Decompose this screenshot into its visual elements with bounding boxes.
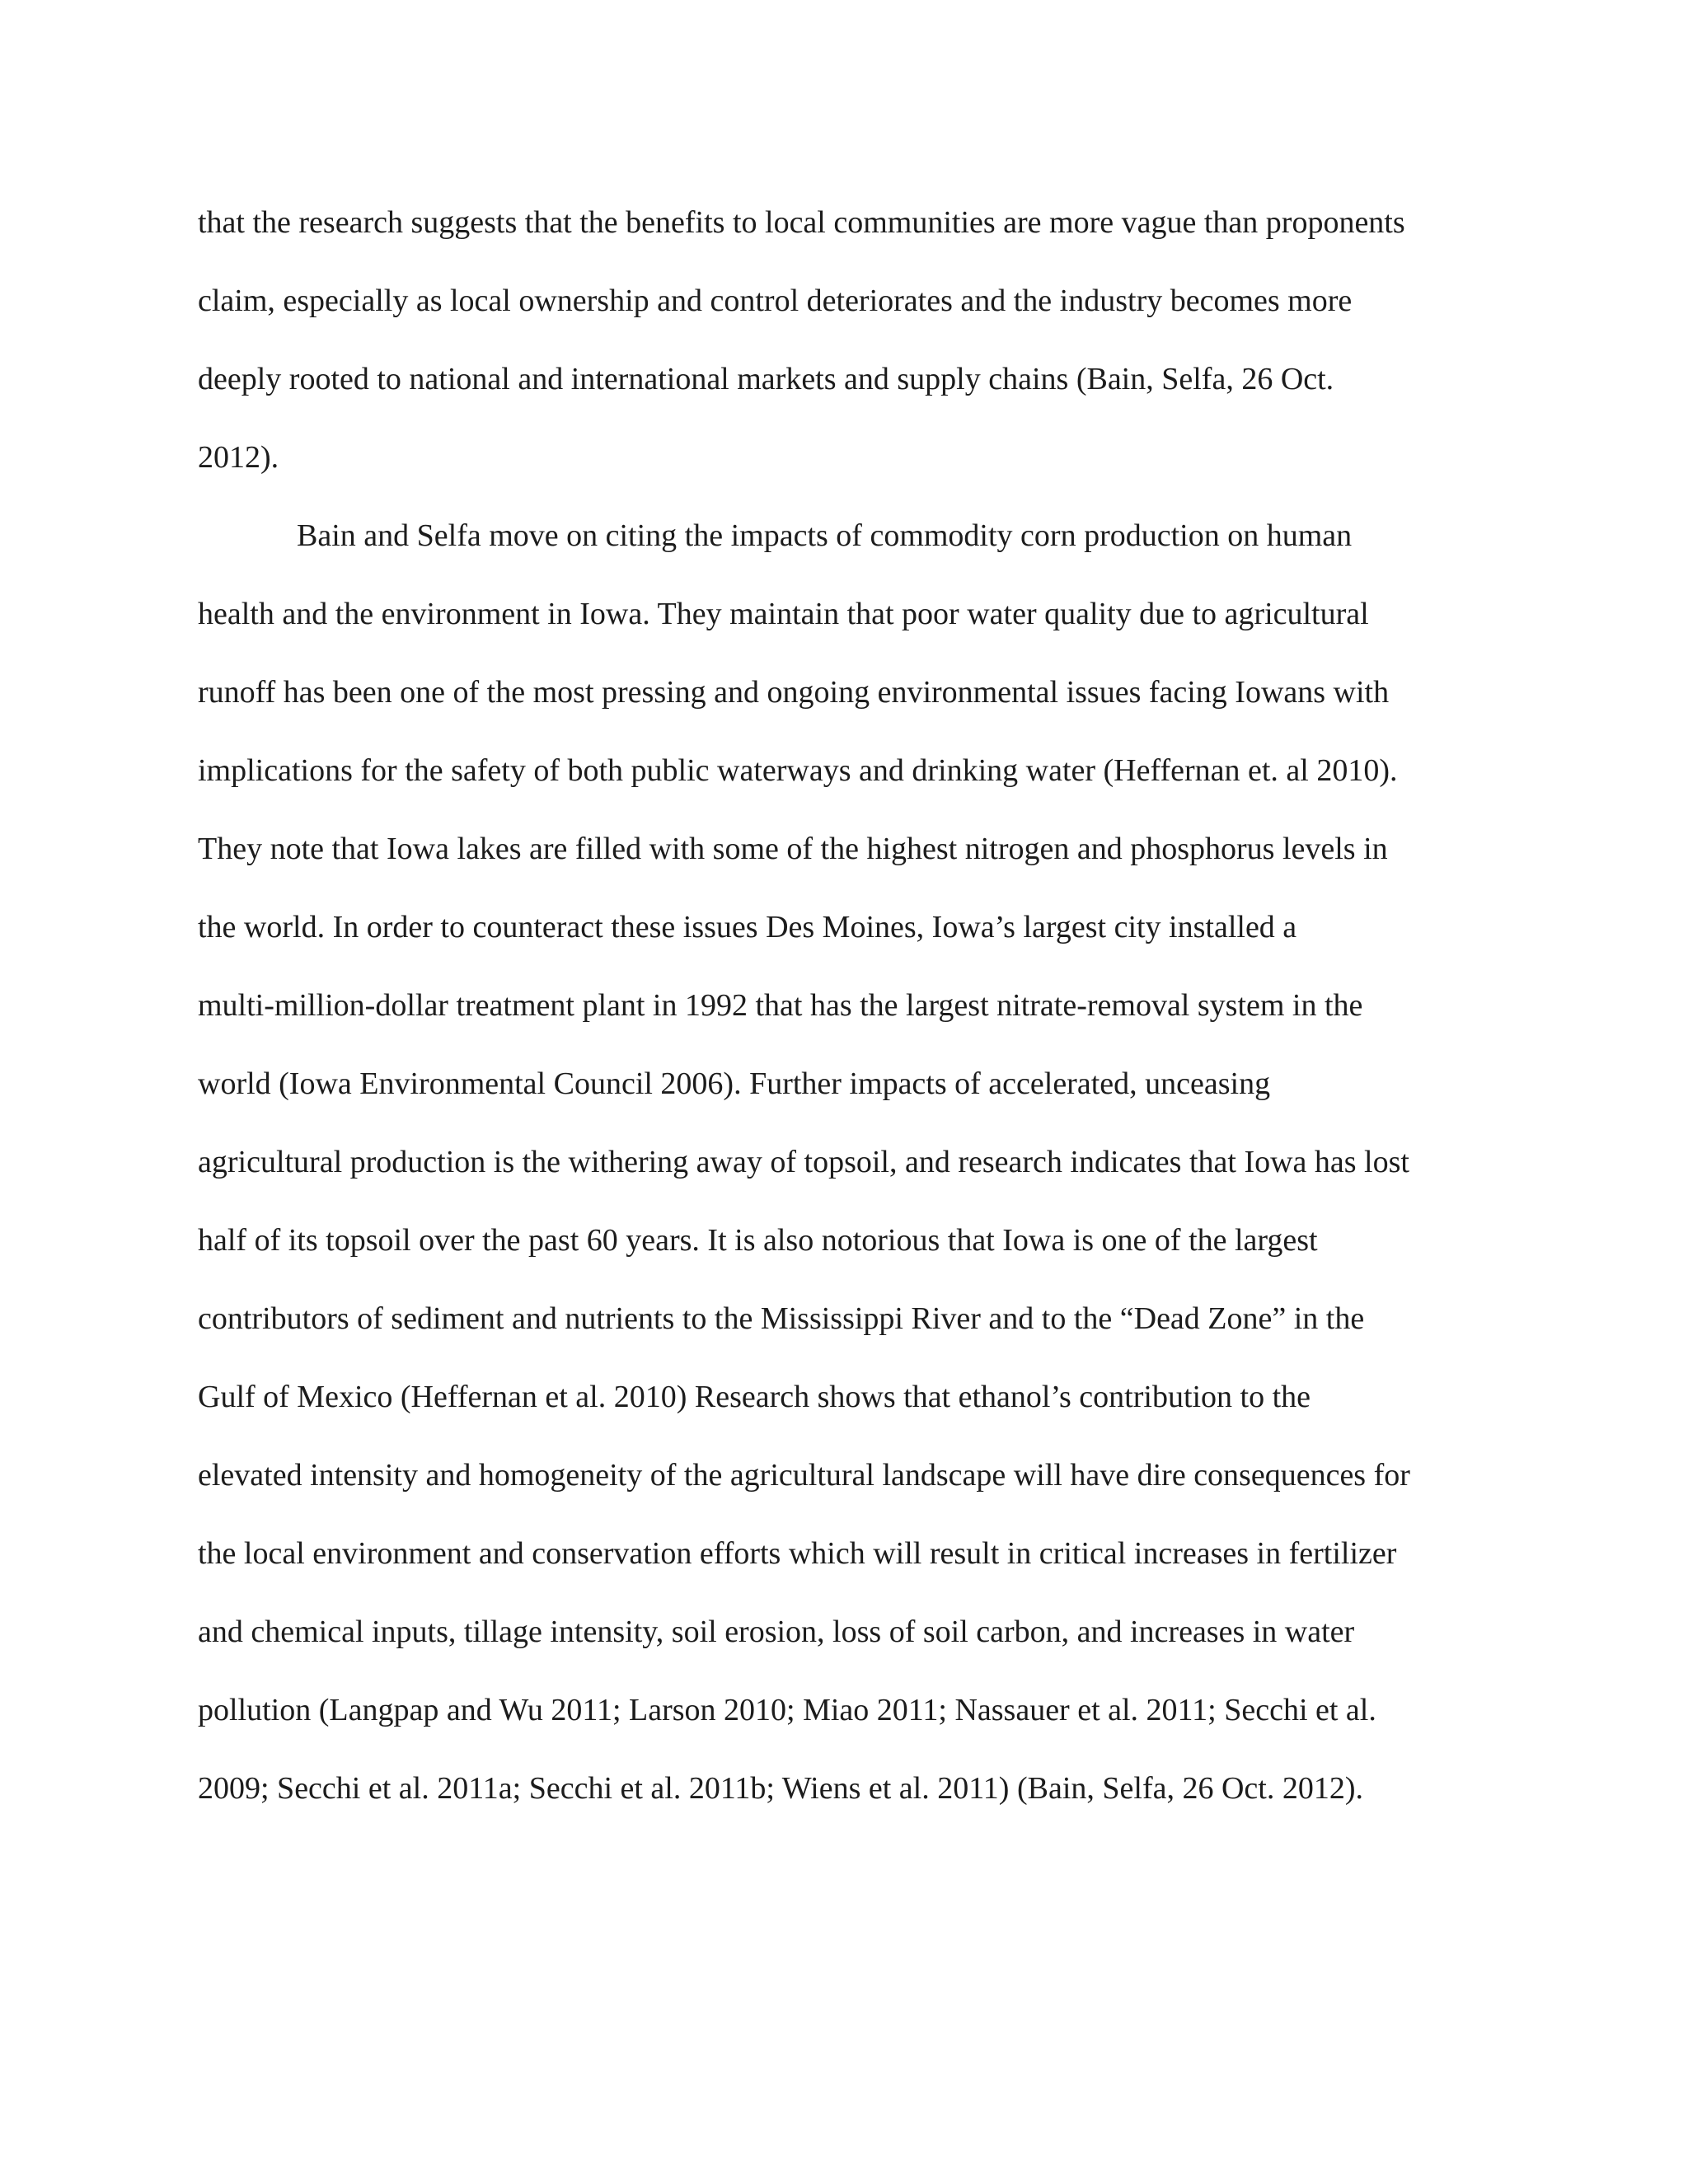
body-text — [198, 184, 1492, 1828]
text-line: that the research suggests that the benefits to local communities are more vague than proponents — [198, 205, 1405, 240]
text-line: claim, especially as local ownership and control deteriorates and the industry becomes more — [198, 284, 1353, 318]
text-line: half of its topsoil over the past 60 years. It is also notorious that Iowa is one of the largest — [198, 1223, 1318, 1258]
paragraph-first-line: Bain and Selfa move on citing the impacts of commodity corn production on human — [297, 518, 1353, 553]
text-line: the world. In order to counteract these issues Des Moines, Iowa’s largest city installed a — [198, 910, 1297, 944]
text-line: pollution (Langpap and Wu 2011; Larson 2010; Miao 2011; Nassauer et al. 2011; Secchi et al. — [198, 1693, 1376, 1727]
text-line: They note that Iowa lakes are filled with some of the highest nitrogen and phosphorus levels in — [198, 832, 1388, 866]
text-line: elevated intensity and homogeneity of the agricultural landscape will have dire consequences for — [198, 1458, 1410, 1493]
text-line: deeply rooted to national and international markets and supply chains (Bain, Selfa, 26 Oct. — [198, 362, 1334, 396]
text-line: multi-million-dollar treatment plant in 1992 that has the largest nitrate-removal system in the — [198, 988, 1363, 1023]
text-line: contributors of sediment and nutrients to the Mississippi River and to the “Dead Zone” in the — [198, 1301, 1365, 1336]
text-line: health and the environment in Iowa. They maintain that poor water quality due to agricultural — [198, 597, 1369, 631]
text-line: the local environment and conservation efforts which will result in critical increases in fertilizer — [198, 1536, 1397, 1571]
text-line: implications for the safety of both public waterways and drinking water (Heffernan et. al 2010). — [198, 753, 1398, 788]
text-line: 2009; Secchi et al. 2011a; Secchi et al. 2011b; Wiens et al. 2011) (Bain, Selfa, 26 Oct. 2012). — [198, 1771, 1363, 1806]
text-line: 2012). — [198, 440, 279, 475]
text-line: runoff has been one of the most pressing and ongoing environmental issues facing Iowans with — [198, 675, 1390, 710]
text-line: agricultural production is the withering away of topsoil, and research indicates that Iowa has lost — [198, 1145, 1409, 1179]
text-line: Gulf of Mexico (Heffernan et al. 2010) Research shows that ethanol’s contribution to the — [198, 1380, 1311, 1414]
text-line: and chemical inputs, tillage intensity, soil erosion, loss of soil carbon, and increases in water — [198, 1615, 1355, 1649]
text-line: world (Iowa Environmental Council 2006). Further impacts of accelerated, unceasing — [198, 1066, 1271, 1101]
